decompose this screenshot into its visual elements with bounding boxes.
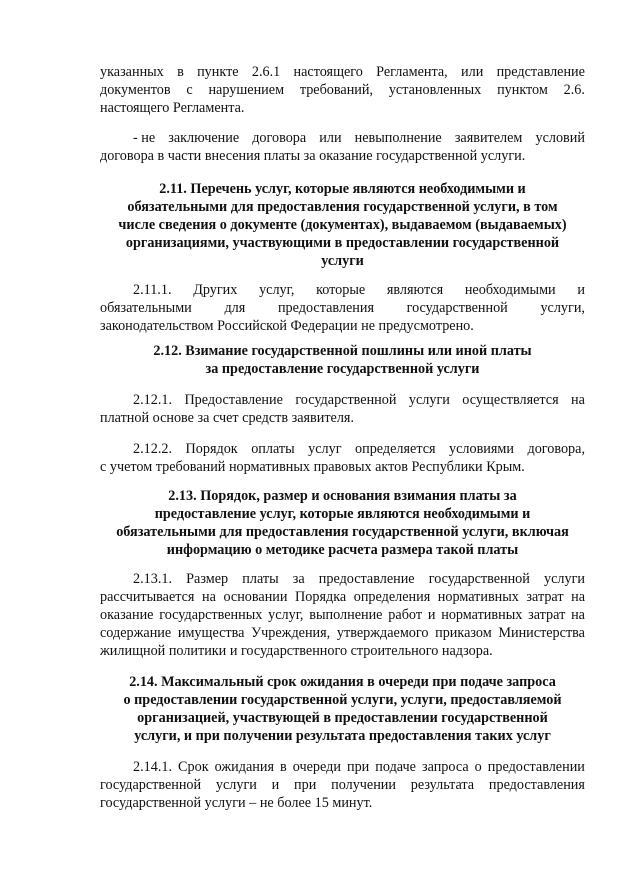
word: 2.14.1. [133, 759, 173, 775]
word: имущества [177, 625, 245, 641]
paragraph-line [133, 281, 585, 299]
paragraph-line: договора в части внесения платы за оказание государственной услуги. [100, 148, 526, 164]
word: и [271, 777, 280, 793]
word: затрат [526, 589, 564, 605]
section-heading-line: информацию о методике расчета размера такой платы [166, 542, 519, 558]
word: предоставлении [487, 759, 585, 775]
word: государственной [406, 300, 508, 316]
word: Срок [178, 759, 209, 775]
section-heading-line: 2.11. Перечень услуг, которые являются необходимыми и [159, 181, 526, 197]
word: услуги, [540, 300, 585, 316]
word: утверждаемого [336, 625, 429, 641]
paragraph-line: с учетом требований нормативных правовых актов Республики Крым. [100, 459, 525, 475]
word: определения [353, 589, 431, 605]
word: услуг, [268, 607, 304, 623]
word: Порядок [185, 441, 238, 457]
paragraph-line: платной основе за счет средств заявителя. [100, 410, 354, 426]
section-heading-line: 2.13. Порядок, размер и основания взимания платы за [168, 488, 517, 504]
word: рассчитывается [100, 589, 195, 605]
word: платы [242, 571, 279, 587]
paragraph-line: государственной услуги – не более 15 минут. [100, 795, 373, 811]
word: являются [386, 282, 444, 298]
section-heading-line: 2.12. Взимание государственной пошлины или иной платы [153, 343, 532, 359]
word: предоставления [488, 777, 585, 793]
word: предоставления [277, 300, 374, 316]
word: обязательными [100, 300, 192, 316]
word: и [427, 607, 436, 623]
word: пункте [197, 64, 239, 80]
word: затрат [528, 607, 566, 623]
paragraph-line: настоящего Регламента. [100, 100, 245, 116]
word: услуги [215, 777, 257, 793]
word: 2.12.2. [133, 441, 173, 457]
section-heading-line: о предоставлении государственной услуги, услуги, предоставляемой [123, 692, 562, 708]
word: Регламента, [376, 64, 448, 80]
word: или [319, 130, 342, 146]
word: нарушением [208, 82, 285, 98]
word: Других [193, 282, 238, 298]
section-heading-line: услуги, и при получении результата предоставления таких услуг [134, 728, 551, 744]
word: которые [316, 282, 366, 298]
word: документов [100, 82, 171, 98]
word: основании [223, 589, 288, 605]
section-heading-line: организацией, участвующей в предоставлении государственной [137, 710, 548, 726]
word: и [577, 282, 585, 298]
word: настоящего [293, 64, 363, 80]
word: оплаты [251, 441, 295, 457]
word: при [294, 777, 317, 793]
word: работ [388, 607, 423, 623]
word: на [571, 392, 585, 408]
word: договора, [527, 441, 585, 457]
word: на [571, 607, 585, 623]
word: результата [410, 777, 475, 793]
word: государственных [159, 607, 263, 623]
paragraph-line [133, 570, 585, 588]
word: условий [535, 130, 585, 146]
word: указанных [100, 64, 164, 80]
word: в [280, 759, 287, 775]
word: представление [496, 64, 585, 80]
paragraph-line [100, 776, 585, 794]
word: за [292, 571, 305, 587]
word: определяется [355, 441, 436, 457]
paragraph-line: жилищной политики и государственного строительного надзора. [100, 643, 493, 659]
word: 2.12.1. [133, 392, 173, 408]
word: ожидания [214, 759, 274, 775]
word: подаче [375, 759, 416, 775]
section-heading-line: 2.14. Максимальный срок ожидания в очереди при подаче запроса [129, 674, 556, 690]
word: или [461, 64, 484, 80]
word: невыполнение [354, 130, 442, 146]
word: на [571, 589, 585, 605]
section-heading-line: организациями, участвующими в предоставлении государственной [125, 235, 560, 251]
section-heading-line: обязательными для предоставления государственной услуги, в том [127, 199, 558, 215]
paragraph-line [100, 624, 585, 642]
word: - не [133, 130, 156, 146]
word: заявителем [454, 130, 523, 146]
word: государственной [100, 777, 202, 793]
word: предоставление [318, 571, 415, 587]
word: в [177, 64, 184, 80]
paragraph-line: законодательством Российской Федерации не предусмотрено. [100, 318, 474, 334]
word: приказом [435, 625, 492, 641]
word: 2.6. [563, 82, 585, 98]
word: осуществляется [462, 392, 559, 408]
word: услуги [544, 571, 585, 587]
word: оказание [100, 607, 154, 623]
section-heading-line: за предоставление государственной услуги [205, 361, 480, 377]
word: 2.11.1. [133, 282, 172, 298]
word: с [186, 82, 193, 98]
paragraph-line [100, 606, 585, 624]
word: выполнение [309, 607, 383, 623]
section-heading-line: числе сведения о документе (документах), выдаваемом (выдаваемых) [118, 217, 567, 233]
word: необходимыми [464, 282, 556, 298]
paragraph-line [133, 440, 585, 458]
word: Размер [186, 571, 229, 587]
section-heading-line: обязательными для предоставления государственной услуги, включая [116, 524, 569, 540]
word: требований, [299, 82, 374, 98]
word: заключение [168, 130, 240, 146]
word: Порядка [295, 589, 347, 605]
word: государственной [428, 571, 530, 587]
word: Предоставление [184, 392, 283, 408]
word: Министерства [498, 625, 585, 641]
paragraph-line [133, 758, 585, 776]
word: государственной [295, 392, 397, 408]
word: о [474, 759, 482, 775]
word: услуги [408, 392, 450, 408]
section-heading-line: услуги [321, 253, 364, 269]
word: Учреждения, [251, 625, 331, 641]
paragraph-line [100, 588, 585, 606]
word: договора [252, 130, 307, 146]
word: для [224, 300, 246, 316]
word: установленных [388, 82, 482, 98]
paragraph-line [133, 391, 585, 409]
word: 2.6.1 [251, 64, 281, 80]
paragraph-line [133, 129, 585, 147]
word: очереди [292, 759, 341, 775]
word: запроса [422, 759, 469, 775]
word: услуг, [259, 282, 295, 298]
word: услуг [308, 441, 342, 457]
word: 2.13.1. [133, 571, 173, 587]
word: условиями [449, 441, 514, 457]
word: пунктом [497, 82, 548, 98]
paragraph-line [100, 81, 585, 99]
word: нормативных [437, 589, 519, 605]
paragraph-line [100, 299, 585, 317]
word: нормативных [441, 607, 523, 623]
section-heading-line: предоставление услуг, которые являются необходимыми и [154, 506, 531, 522]
paragraph-line [100, 63, 585, 81]
word: получении [331, 777, 396, 793]
word: на [202, 589, 216, 605]
word: содержание [100, 625, 172, 641]
word: при [346, 759, 370, 775]
